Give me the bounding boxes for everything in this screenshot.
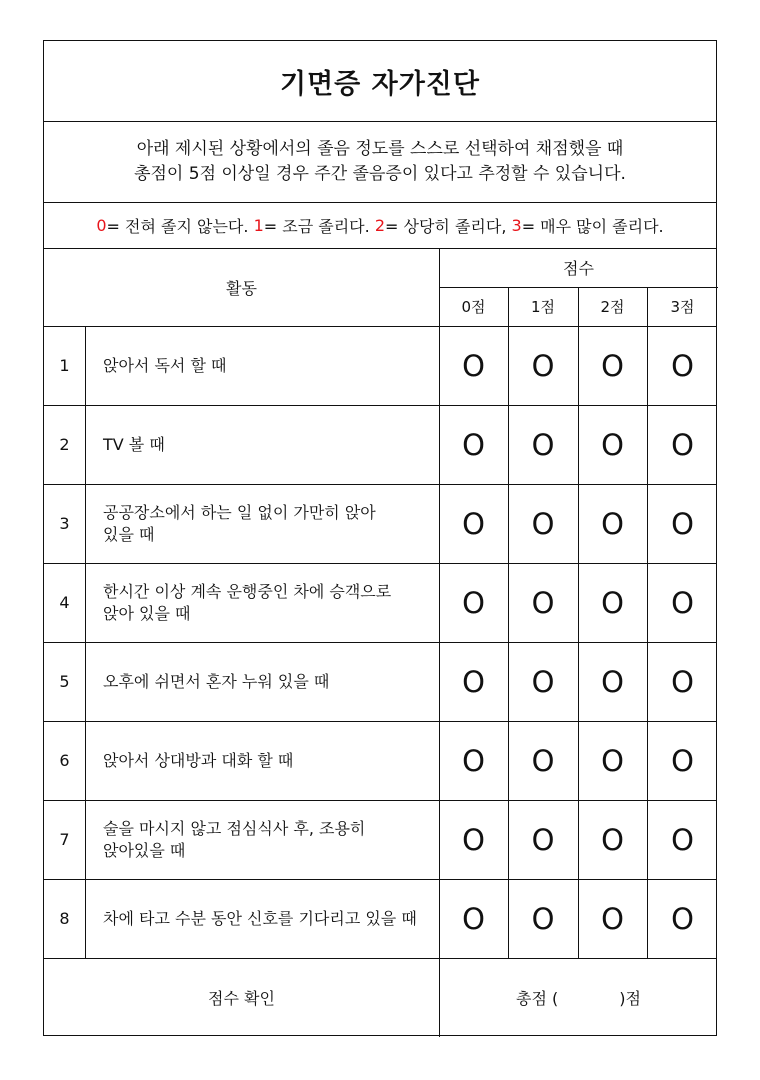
form-title: 기면증 자가진단 bbox=[280, 68, 480, 100]
activity-line-1: 술을 마시지 않고 점심식사 후, 조용히 bbox=[103, 818, 366, 838]
row-number: 4 bbox=[59, 593, 70, 612]
score-option-1[interactable]: O bbox=[531, 585, 555, 620]
divider bbox=[578, 287, 579, 958]
score-option-0[interactable]: O bbox=[462, 664, 485, 699]
score-option-2[interactable]: O bbox=[601, 585, 624, 620]
score-legend bbox=[44, 202, 716, 248]
activity-description bbox=[85, 721, 439, 800]
score-option-1[interactable]: O bbox=[531, 822, 555, 857]
legend-score-2: 2 bbox=[374, 215, 385, 235]
activity-line-2: 있을 때 bbox=[103, 524, 155, 544]
legend-text-0: = 전혀 졸지 않는다. bbox=[106, 216, 249, 236]
total-score-field[interactable]: 총점 ( )점 bbox=[516, 989, 641, 1008]
row-number: 7 bbox=[59, 830, 70, 849]
row-number: 8 bbox=[59, 909, 70, 928]
score-option-2[interactable]: O bbox=[601, 348, 624, 383]
divider bbox=[85, 326, 86, 958]
score-option-3[interactable]: O bbox=[671, 585, 694, 620]
activity-line-2: 앉아 있을 때 bbox=[103, 603, 191, 623]
score-option-3[interactable]: O bbox=[671, 506, 694, 541]
score-col-3: 3점 bbox=[670, 298, 695, 316]
activity-line-1: 차에 타고 수분 동안 신호를 기다리고 있을 때 bbox=[103, 908, 417, 928]
score-header: 점수 bbox=[563, 259, 594, 278]
score-option-3[interactable]: O bbox=[671, 822, 694, 857]
score-option-2[interactable]: O bbox=[601, 743, 624, 778]
score-option-1[interactable]: O bbox=[531, 427, 555, 462]
score-option-2[interactable]: O bbox=[601, 901, 624, 936]
divider bbox=[647, 287, 648, 958]
score-option-0[interactable]: O bbox=[462, 822, 485, 857]
score-check-label: 점수 확인 bbox=[208, 989, 275, 1008]
score-option-1[interactable]: O bbox=[531, 348, 555, 383]
score-option-2[interactable]: O bbox=[601, 664, 624, 699]
score-option-2[interactable]: O bbox=[601, 506, 624, 541]
score-col-0: 0점 bbox=[461, 298, 486, 316]
score-option-0[interactable]: O bbox=[462, 585, 485, 620]
score-option-1[interactable]: O bbox=[531, 743, 555, 778]
score-option-3[interactable]: O bbox=[671, 427, 694, 462]
activity-description bbox=[85, 326, 439, 405]
score-option-2[interactable]: O bbox=[601, 427, 624, 462]
activity-header: 활동 bbox=[226, 278, 257, 298]
score-option-2[interactable]: O bbox=[601, 822, 624, 857]
activity-line-1: 공공장소에서 하는 일 없이 가만히 앉아 bbox=[103, 502, 376, 522]
score-option-3[interactable]: O bbox=[671, 664, 694, 699]
instructions-line-2: 총점이 5점 이상일 경우 주간 졸음증이 있다고 추정할 수 있습니다. bbox=[134, 163, 626, 184]
activity-line-1: 오후에 쉬면서 혼자 누워 있을 때 bbox=[103, 671, 330, 691]
instructions-line-1: 아래 제시된 상황에서의 졸음 정도를 스스로 선택하여 채점했을 때 bbox=[136, 138, 624, 159]
activity-description bbox=[85, 642, 439, 721]
row-number: 5 bbox=[59, 672, 70, 691]
activity-description bbox=[85, 484, 439, 563]
legend-text-2: = 상당히 졸리다, bbox=[385, 216, 507, 236]
row-number: 6 bbox=[59, 751, 70, 770]
activity-description bbox=[85, 800, 439, 879]
activity-line-1: 한시간 이상 계속 운행중인 차에 승객으로 bbox=[103, 581, 392, 601]
legend-score-1: 1 bbox=[253, 215, 264, 235]
activity-description bbox=[85, 879, 439, 958]
score-option-1[interactable]: O bbox=[531, 506, 555, 541]
activity-line-1: 앉아서 독서 할 때 bbox=[103, 355, 227, 375]
score-option-0[interactable]: O bbox=[462, 348, 485, 383]
divider bbox=[439, 248, 440, 1037]
self-diagnosis-form bbox=[43, 40, 717, 1036]
legend-score-0: 0 bbox=[96, 215, 107, 235]
legend-text-1: = 조금 졸리다. bbox=[263, 216, 370, 236]
activity-description bbox=[85, 405, 439, 484]
legend-score-3: 3 bbox=[511, 215, 522, 235]
activity-line-1: TV 볼 때 bbox=[103, 434, 165, 454]
score-option-3[interactable]: O bbox=[671, 743, 694, 778]
instructions bbox=[44, 121, 716, 202]
divider bbox=[508, 287, 509, 958]
score-option-1[interactable]: O bbox=[531, 664, 555, 699]
legend-text-3: = 매우 많이 졸리다. bbox=[521, 216, 664, 236]
score-option-3[interactable]: O bbox=[671, 348, 694, 383]
score-option-3[interactable]: O bbox=[671, 901, 694, 936]
row-number: 2 bbox=[59, 435, 70, 454]
score-option-0[interactable]: O bbox=[462, 506, 485, 541]
row-number: 3 bbox=[59, 514, 70, 533]
score-option-0[interactable]: O bbox=[462, 427, 485, 462]
score-option-1[interactable]: O bbox=[531, 901, 555, 936]
activity-line-1: 앉아서 상대방과 대화 할 때 bbox=[103, 750, 294, 770]
score-option-0[interactable]: O bbox=[462, 901, 485, 936]
row-number: 1 bbox=[59, 356, 70, 375]
activity-description bbox=[85, 563, 439, 642]
activity-line-2: 앉아있을 때 bbox=[103, 840, 186, 860]
score-option-0[interactable]: O bbox=[462, 743, 485, 778]
score-col-1: 1점 bbox=[530, 298, 556, 316]
score-col-2: 2점 bbox=[600, 298, 625, 316]
